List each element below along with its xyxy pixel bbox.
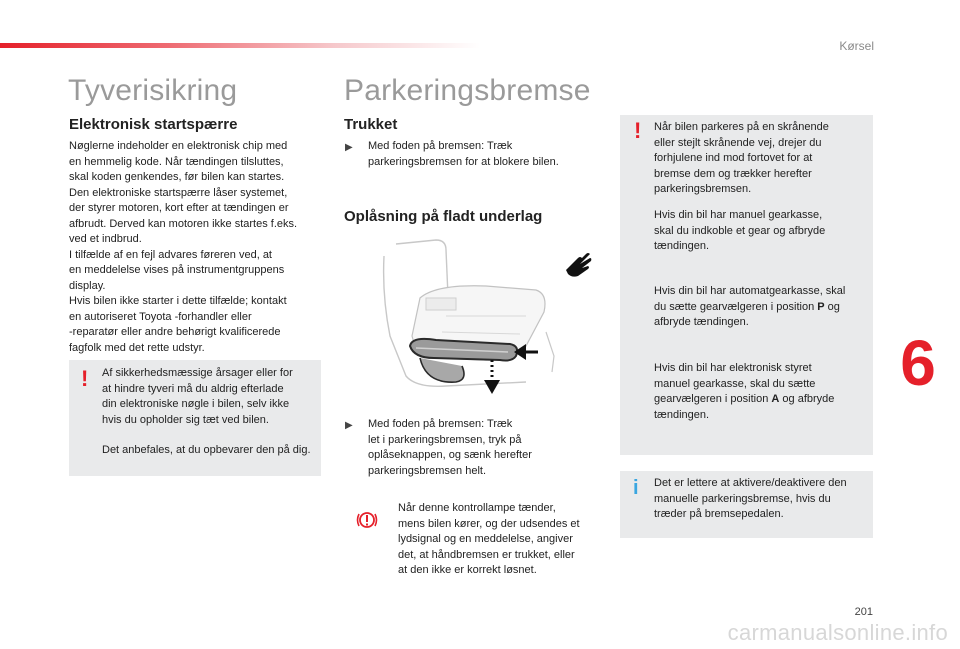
info-icon: i — [633, 477, 639, 499]
bullet-line: parkeringsbremsen for at blokere bilen. — [368, 155, 559, 168]
section-heading-startspaerre: Elektronisk startspærre — [69, 116, 238, 133]
warning-line: Hvis din bil har automatgearkasse, skal — [654, 285, 846, 297]
bullet-arrow-icon: ▶ — [345, 142, 353, 153]
bullet-line: oplåseknappen, og sænk herefter — [368, 449, 532, 461]
warning-line — [654, 300, 872, 316]
gear-position-p: P — [817, 300, 825, 313]
text-run: og — [824, 300, 840, 313]
warning-line: parkeringsbremsen. — [654, 183, 752, 195]
body-line: en hemmelig kode. Når tændingen tilsluttes, — [69, 155, 284, 168]
bullet-line: let i parkeringsbremsen, tryk på — [368, 433, 522, 446]
section-heading-oplaasning: Oplåsning på fladt underlag — [344, 208, 543, 225]
page-title-left: Tyverisikring — [68, 74, 238, 107]
parking-warning-p2 — [654, 208, 872, 255]
bullet-arrow-icon: ▶ — [345, 420, 353, 431]
body-line: I tilfælde af en fejl advares føreren ved, at — [69, 248, 272, 261]
chapter-tab-number: 6 — [900, 327, 936, 399]
warning-exclamation-icon: ! — [81, 366, 89, 391]
info-box — [620, 471, 873, 538]
lamp-note-line: mens bilen kører, og der udsendes et — [398, 517, 580, 530]
warning-line: Hvis din bil har elektronisk styret — [654, 362, 812, 374]
theft-warning-text — [102, 366, 320, 428]
warning-line: eller stejlt skrånende vej, drejer du — [654, 136, 822, 149]
warning-line: at hindre tyveri må du aldrig efterlade — [102, 382, 284, 395]
brake-warning-lamp-icon — [356, 509, 378, 531]
startspaerre-body — [69, 139, 297, 356]
body-line: ved et indbrud. — [69, 233, 142, 245]
lamp-note-line: lydsignal og en meddelelse, angiver — [398, 533, 573, 545]
bullet-line: Med foden på bremsen: Træk — [368, 140, 513, 152]
info-line: Det er lettere at aktivere/deaktivere den — [654, 477, 847, 489]
body-line: skal koden genkendes, før bilen kan startes. — [69, 171, 285, 183]
parking-warning-p1 — [654, 120, 872, 198]
body-line: en meddelelse vises på instrumentgruppens — [69, 264, 285, 276]
watermark: carmanualsonline.info — [727, 620, 948, 645]
hand-push-icon — [564, 250, 594, 278]
warning-line: Af sikkerhedsmæssige årsager eller for — [102, 367, 293, 379]
warning-line — [654, 392, 872, 408]
text-run: og afbryde — [779, 393, 835, 405]
parking-warning-box — [620, 115, 873, 455]
body-line: Hvis bilen ikke starter i dette tilfælde; kontakt — [69, 295, 287, 307]
parking-warning-p4 — [654, 361, 872, 423]
warning-line: forhjulene ind mod fortovet for at — [654, 152, 813, 164]
body-line: display. — [69, 279, 106, 292]
warning-line: Hvis din bil har manuel gearkasse, — [654, 209, 823, 221]
body-line: afbrudt. Derved kan motoren ikke startes f.eks. — [69, 217, 298, 230]
warning-line: afbryde tændingen. — [654, 316, 749, 328]
warning-line: tændingen. — [654, 240, 710, 252]
warning-line: Når bilen parkeres på en skrånende — [654, 121, 829, 133]
trukket-text — [368, 139, 559, 170]
lamp-note-text — [398, 501, 580, 579]
info-line: træder på bremsepedalen. — [654, 508, 784, 520]
text-run: gearvælgeren i position — [654, 393, 772, 405]
header-accent-line — [0, 43, 480, 48]
bullet-line: Med foden på bremsen: Træk — [368, 418, 513, 430]
body-line: en autoriseret Toyota -forhandler eller — [69, 310, 252, 323]
warning-line: tændingen. — [654, 408, 710, 421]
warning-line: manuel gearkasse, skal du sætte — [654, 377, 816, 390]
warning-line: hvis du opholder sig tæt ved bilen. — [102, 413, 269, 426]
theft-warning-box — [69, 360, 321, 476]
warning-line: din elektroniske nøgle i bilen, selv ikke — [102, 398, 290, 410]
body-line: der styrer motoren, kort efter at tændingen er — [69, 202, 289, 214]
lamp-note-line: at den ikke er korrekt løsnet. — [398, 564, 537, 576]
lamp-note-line: Når denne kontrollampe tænder, — [398, 502, 556, 514]
parking-warning-p3 — [654, 284, 872, 331]
body-line: Den elektroniske startspærre låser systemet, — [69, 186, 288, 199]
chapter-name: Kørsel — [839, 39, 874, 53]
gear-position-a: A — [771, 393, 780, 405]
lamp-note-line: det, at håndbremsen er trukket, eller — [398, 548, 575, 561]
body-line: Nøglerne indeholder en elektronisk chip med — [69, 140, 288, 152]
body-line: -reparatør eller andre behørigt kvalificerede — [69, 326, 281, 338]
section-heading-trukket: Trukket — [344, 116, 398, 133]
info-text — [654, 476, 872, 523]
text-run: du sætte gearvælgeren i position — [654, 300, 818, 313]
warning-line: bremse dem og trækker herefter — [654, 167, 812, 180]
bullet-line: parkeringsbremsen helt. — [368, 464, 487, 477]
warning-exclamation-icon: ! — [634, 118, 642, 143]
info-line: manuelle parkeringsbremse, hvis du — [654, 492, 831, 505]
oplaasning-text — [368, 417, 532, 479]
warning-line: skal du indkoble et gear og afbryde — [654, 224, 826, 237]
body-line: fagfolk med det rette udstyr. — [69, 341, 205, 354]
theft-warning-note: Det anbefales, at du opbevarer den på dig. — [102, 444, 311, 456]
page-title-middle: Parkeringsbremse — [344, 74, 591, 107]
page-number: 201 — [854, 606, 873, 618]
